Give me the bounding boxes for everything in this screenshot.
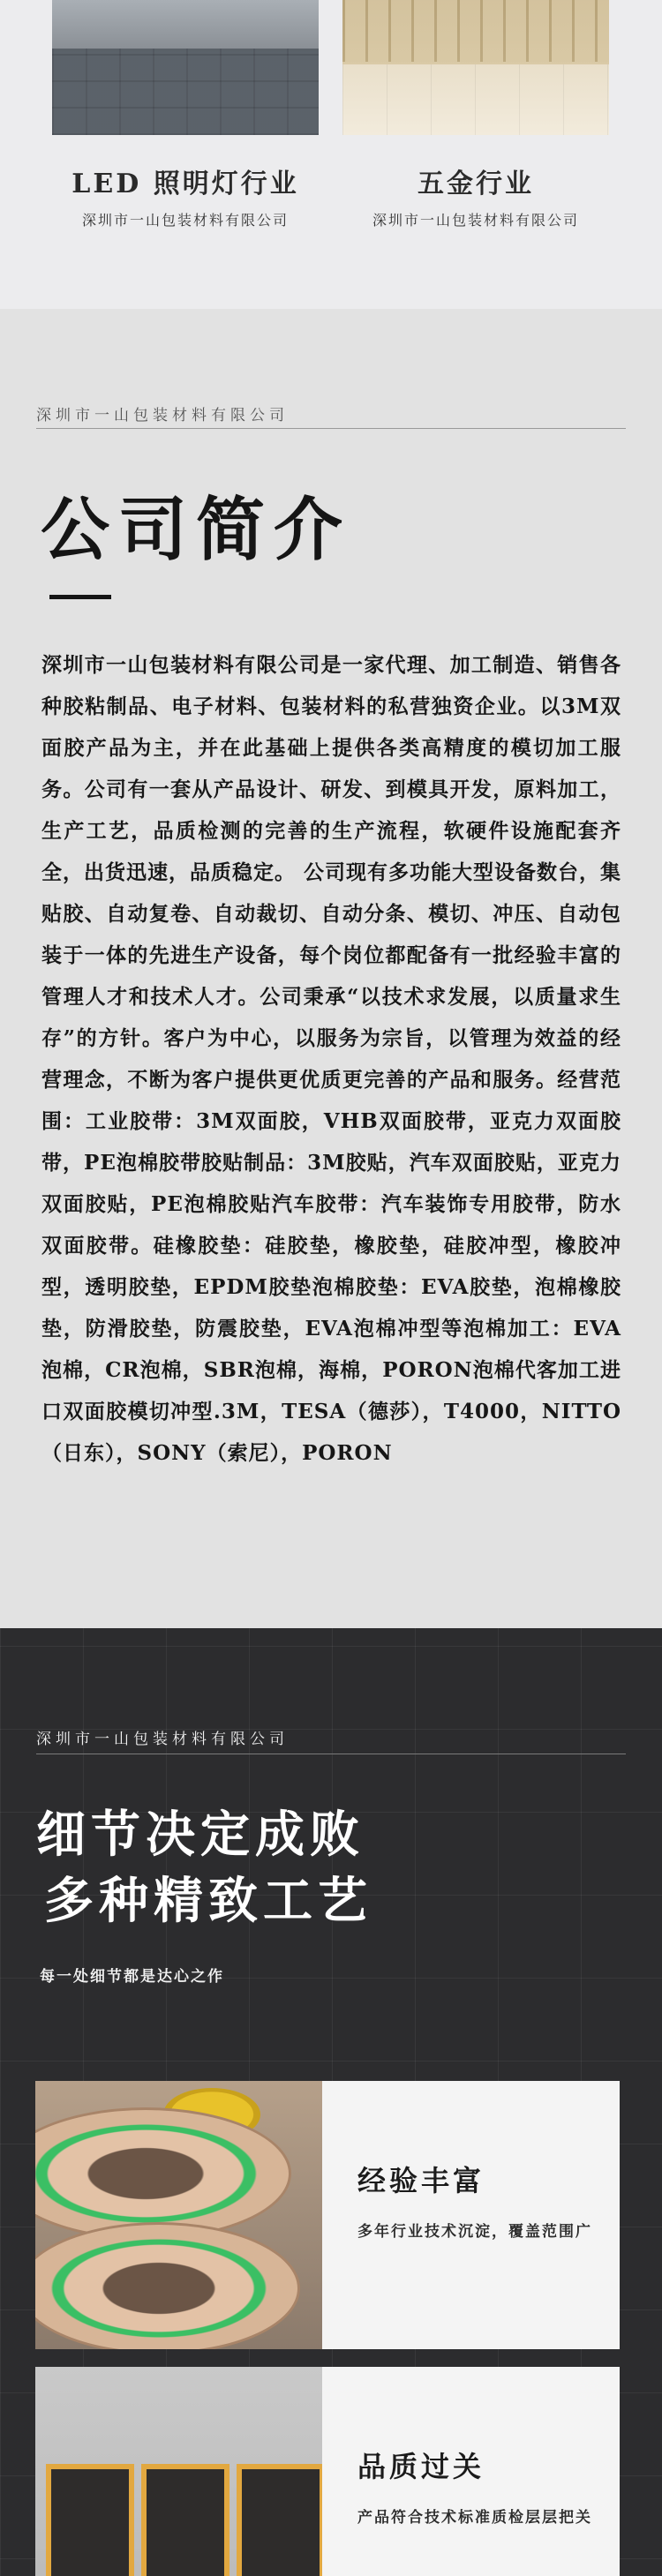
foam-sheet [141, 2464, 229, 2576]
industry-subtitle: 深圳市一山包装材料有限公司 [81, 212, 289, 229]
industry-card-led[interactable] [52, 0, 319, 229]
company-intro-section [0, 309, 662, 1628]
title-underline-dot [106, 595, 110, 599]
industry-title: 五金行业 [418, 169, 534, 199]
industry-title: LED 照明灯行业 [71, 169, 299, 199]
intro-title: 公司简介 [41, 490, 352, 570]
industries-section [0, 0, 662, 309]
copper-tape-roll [35, 2222, 300, 2349]
details-heading-line2: 多种精致工艺 [44, 1872, 372, 1930]
company-name-line: 深圳市一山包装材料有限公司 [36, 1726, 626, 1754]
copper-tape-photo [35, 2081, 322, 2349]
feature-card-experience[interactable] [35, 2081, 620, 2349]
foam-sheet [237, 2464, 322, 2576]
feature-text [322, 2081, 620, 2349]
hardware-hall-photo [342, 0, 609, 135]
intro-body-text: 深圳市一山包装材料有限公司是一家代理、加工制造、销售各种胶粘制品、电子材料、包装材料的私营独资企业。以3M双面胶产品为主，并在此基础上提供各类高精度的模切加工服务。公司有一套从产品设计、研发、到模具开发，原料加工，生产工艺，品质检测的完善的生产流程，软硬件设施配套齐全，出货迅速，品质稳定。 公司现有多功能大型设备数台，集贴胶、自动复卷、自动裁切、自动分条、模切、冲压、自动包装于一体的先进生产设备，每个岗位都配备有一批经验丰富的管理人才和技术人才。公司秉承“以技术求发展，以质量求生存”的方针。客户为中心，以服务为宗旨，以管理为效益的经营理念，不断为客户提供更优质更完善的产品和服务。经营范围：工业胶带：3M双面胶，VHB双面胶带，亚克力双面胶带，PE泡棉胶带胶贴制品：3M胶贴，汽车双面胶贴，亚克力双面胶贴，PE泡棉胶贴汽车胶带：汽车装饰专用胶带，防水双面胶带。硅橡胶垫：硅胶垫，橡胶垫，硅胶冲型，橡胶冲型，透明胶垫，EPDM胶垫泡棉胶垫：EVA胶垫，泡棉橡胶垫，防滑胶垫，防震胶垫，EVA泡棉冲型等泡棉加工：EVA泡棉，CR泡棉，SBR泡棉，海棉，PORON泡棉代客加工进口双面胶模切冲型.3M，TESA（德莎），T4000，NITTO（日东），SONY（索尼），PORON [41, 653, 622, 1465]
industry-subtitle: 深圳市一山包装材料有限公司 [372, 212, 579, 229]
details-subheading: 每一处细节都是达心之作 [40, 1968, 224, 1986]
feature-desc: 多年行业技术沉淀，覆盖范围广 [357, 2223, 592, 2241]
feature-card-quality[interactable] [35, 2367, 620, 2576]
industry-card-hardware[interactable] [342, 0, 609, 229]
feature-title: 品质过关 [357, 2450, 485, 2483]
feature-desc: 产品符合技术标准质检层层把关 [357, 2509, 592, 2527]
details-section [0, 1628, 662, 2576]
details-heading-line1: 细节决定成败 [36, 1806, 365, 1864]
foam-sheet [46, 2464, 134, 2576]
led-office-photo [52, 0, 319, 135]
feature-title: 经验丰富 [357, 2164, 485, 2197]
foam-sheet-photo [35, 2367, 322, 2576]
company-name-line: 深圳市一山包装材料有限公司 [36, 402, 626, 429]
title-underline [49, 595, 111, 599]
feature-text [322, 2367, 620, 2576]
